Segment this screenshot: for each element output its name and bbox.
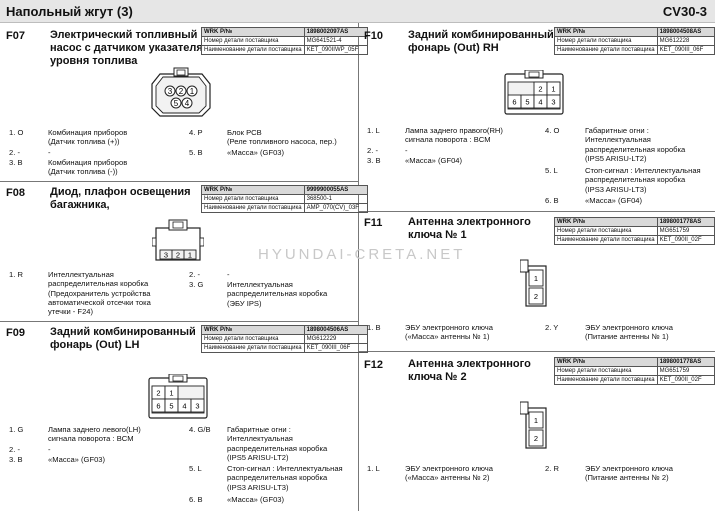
pin-label: 5 [169, 401, 174, 411]
pin-label: 2 [178, 87, 184, 96]
pin-label: 5 [173, 99, 179, 108]
pin-function: ЭБУ электронного ключа («Масса» антенны № 1) [405, 323, 493, 342]
pin-function: Стоп-сигнал : Интеллектуальная распределительная коробка (IPS3 ARISU-LT3) [585, 166, 701, 194]
pin-number: 2. Y [545, 323, 559, 332]
pin-function: Комбинация приборов (Датчик топлива (-)) [48, 158, 128, 177]
pin-number: 1. R [9, 270, 23, 279]
pin-function: «Масса» (GF04) [405, 156, 463, 165]
pin-function: Комбинация приборов (Датчик топлива (+)) [48, 128, 128, 147]
pin-number: 6. B [545, 196, 559, 205]
section-title: Задний комбинированный фонарь (Out) LH [50, 326, 196, 351]
pin-label: 5 [525, 97, 530, 107]
pin-label: 3 [551, 97, 556, 107]
pin-label: 1 [187, 250, 193, 260]
pin-number: 2. - [9, 148, 20, 157]
pin-number: 2. - [367, 146, 378, 155]
pin-label: 2 [533, 292, 539, 301]
pin-function: Интеллектуальная распределительная коробка (Предохранитель устройства автоматической отсечки тока утечки - F24) [48, 270, 151, 317]
pin-label: 3 [167, 87, 173, 96]
watermark: HYUNDAI-CRETA.NET [258, 246, 466, 263]
connector-f07-diagram [148, 66, 214, 120]
pin-label: 1 [551, 84, 556, 94]
pin-function: Лампа заднего левого(LH) сигнала поворота : BCM [48, 425, 141, 444]
pin-label: 2 [175, 250, 181, 260]
pin-label: 4 [538, 97, 543, 107]
section-code: F07 [6, 30, 25, 42]
page-code: CV30-3 [662, 4, 707, 19]
section-title: Антенна электронного ключа № 1 [408, 216, 531, 241]
pin-label: 4 [184, 99, 190, 108]
pin-number: 5. L [545, 166, 558, 175]
section-divider [358, 211, 715, 212]
connector-f12-diagram [520, 396, 550, 450]
pin-function: - [48, 445, 51, 454]
section-divider [358, 351, 715, 352]
pin-function: Блок PCB (Реле топливного насоса, пер.) [227, 128, 337, 147]
part-info-table: WRK P/№ 1898002097AS Номер детали поставщика MG641521-4 Наименование детали поставщика KET_090IIWP_05F [201, 27, 368, 55]
pin-function: - [405, 146, 408, 155]
pin-function: Стоп-сигнал : Интеллектуальная распределительная коробка (IPS3 ARISU-LT3) [227, 464, 343, 492]
pin-number: 1. L [367, 464, 380, 473]
pin-number: 3. B [9, 158, 23, 167]
pin-number: 3. B [9, 455, 23, 464]
section-title: Электрический топливный насос с датчиком указателя уровня топлива [50, 29, 203, 67]
section-divider [0, 181, 358, 182]
pin-function: ЭБУ электронного ключа (Питание антенны № 1) [585, 323, 673, 342]
pin-number: 2. - [9, 445, 20, 454]
pin-function: Габаритные огни : Интеллектуальная распределительная коробка (IPS5 ARISU-LT2) [227, 425, 328, 462]
pin-label: 1 [533, 274, 539, 283]
section-title: Антенна электронного ключа № 2 [408, 358, 531, 383]
pin-label: 2 [156, 388, 161, 398]
part-info-table: WRK P/№ 1898001778AS Номер детали поставщика MG651759 Наименование детали поставщика KET_090II_02F [554, 217, 715, 245]
section-code: F09 [6, 327, 25, 339]
pin-label: 2 [533, 434, 539, 443]
section-code: F11 [364, 217, 383, 229]
connector-f11-diagram [520, 254, 550, 308]
pin-label: 1 [169, 388, 174, 398]
pin-function: - [48, 148, 51, 157]
pin-function: Габаритные огни : Интеллектуальная распределительная коробка (IPS5 ARISU-LT2) [585, 126, 686, 163]
section-code: F10 [364, 30, 383, 42]
part-info-table: WRK P/№ 1898004508AS Номер детали поставщика MG612228 Наименование детали поставщика KET_090III_06F [554, 27, 715, 55]
pin-number: 2. R [545, 464, 559, 473]
pin-number: 5. B [189, 148, 203, 157]
pin-number: 4. P [189, 128, 203, 137]
pin-function: - [227, 270, 230, 279]
pin-number: 2. - [189, 270, 200, 279]
pin-number: 1. L [367, 126, 380, 135]
pin-function: ЭБУ электронного ключа (Питание антенны № 2) [585, 464, 673, 483]
pin-label: 3 [195, 401, 200, 411]
pin-number: 5. L [189, 464, 202, 473]
section-title: Задний комбинированный фонарь (Out) RH [408, 29, 554, 54]
section-code: F12 [364, 359, 383, 371]
page-title: Напольный жгут (3) [6, 4, 133, 19]
pin-function: «Масса» (GF03) [227, 148, 285, 157]
pin-label: 1 [189, 87, 195, 96]
pin-number: 3. G [189, 280, 204, 289]
part-info-table: WRK P/№ 9999900055AS Номер детали поставщика 368500-1 Наименование детали поставщика AMP_070(CV)_03F [201, 185, 368, 213]
part-info-table: WRK P/№ 1898004506AS Номер детали поставщика MG612229 Наименование детали поставщика KET_090III_06F [201, 325, 368, 353]
part-info-table: WRK P/№ 1898001778AS Номер детали поставщика MG651759 Наименование детали поставщика KET_090II_02F [554, 357, 715, 385]
pin-label: 6 [156, 401, 161, 411]
section-divider [0, 321, 358, 322]
pin-number: 6. B [189, 495, 203, 504]
section-code: F08 [6, 187, 25, 199]
pin-number: 1. O [9, 128, 24, 137]
pin-number: 1. G [9, 425, 24, 434]
pin-label: 4 [182, 401, 187, 411]
pin-number: 3. B [367, 156, 381, 165]
connector-f10-diagram [503, 70, 565, 116]
connector-f08-diagram [152, 216, 204, 264]
pin-number: 4. G/B [189, 425, 211, 434]
column-divider [358, 23, 359, 511]
pin-function: Интеллектуальная распределительная коробка (ЭБУ IPS) [227, 280, 328, 308]
pin-function: «Масса» (GF04) [585, 196, 643, 205]
pin-number: 4. O [545, 126, 560, 135]
pin-function: «Масса» (GF03) [227, 495, 285, 504]
pin-label: 2 [538, 84, 543, 94]
pin-function: ЭБУ электронного ключа («Масса» антенны № 2) [405, 464, 493, 483]
pin-label: 6 [512, 97, 517, 107]
pin-label: 3 [163, 250, 169, 260]
pin-function: Лампа заднего правого(RH) сигнала поворота : BCM [405, 126, 503, 145]
pin-label: 1 [533, 416, 539, 425]
section-title: Диод, плафон освещения багажника, [50, 186, 191, 211]
connector-f09-diagram [147, 374, 209, 420]
pin-function: «Масса» (GF03) [48, 455, 106, 464]
pin-number: 1. B [367, 323, 381, 332]
